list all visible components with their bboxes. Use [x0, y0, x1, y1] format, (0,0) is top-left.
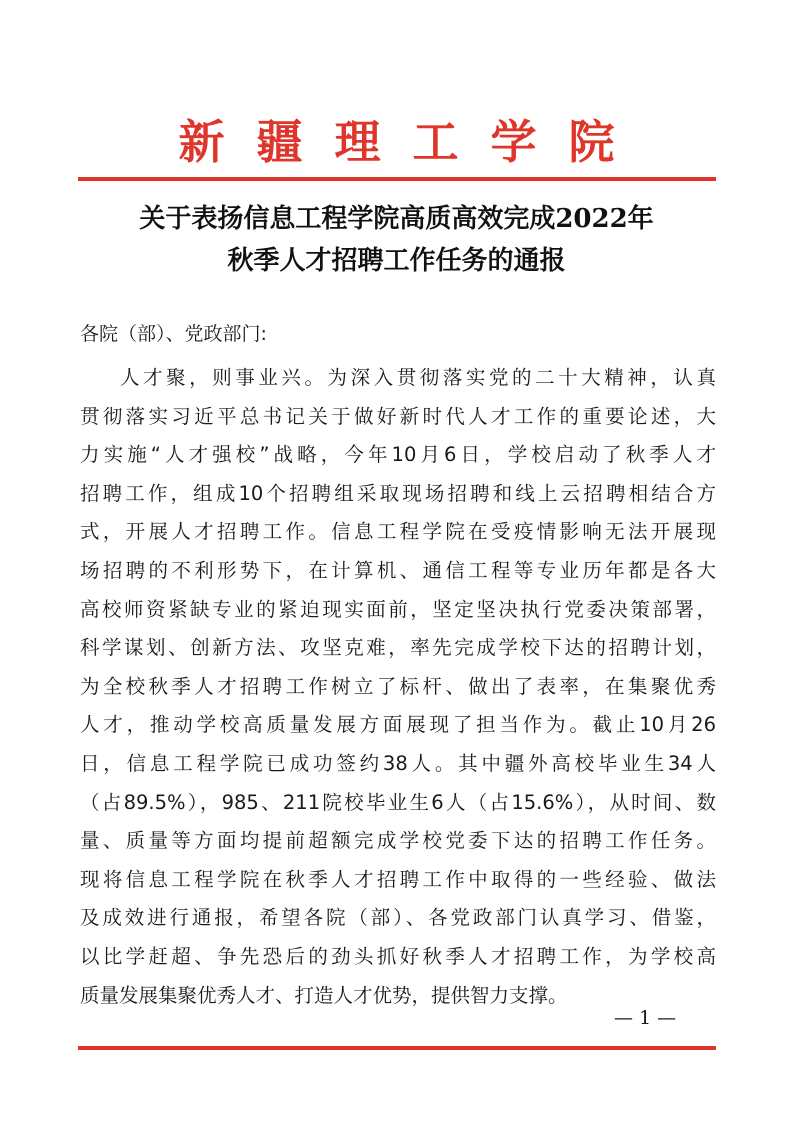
footer-red-rule	[78, 1046, 716, 1050]
body-line: 现将信息工程学院在秋季人才招聘工作中取得的一些经验、做法	[80, 867, 716, 891]
body-line: 量、质量等方面均提前超额完成学校党委下达的招聘工作任务。	[80, 829, 716, 853]
institution-letterhead: 新疆理工学院	[178, 115, 647, 169]
body-line: 力实施“人才强校”战略，今年10月6日，学校启动了秋季人才	[80, 443, 716, 467]
body-line: 人才，推动学校高质量发展方面展现了担当作为。截止10月26	[80, 713, 716, 737]
body-line: 场招聘的不利形势下，在计算机、通信工程等专业历年都是各大	[80, 558, 716, 582]
page-number: — 1 —	[614, 1007, 677, 1029]
body-line: 科学谋划、创新方法、攻坚克难，率先完成学校下达的招聘计划，	[80, 636, 716, 660]
body-line: 式，开展人才招聘工作。信息工程学院在受疫情影响无法开展现	[80, 520, 716, 544]
body-line: 人才聚，则事业兴。为深入贯彻落实党的二十大精神，认真	[120, 366, 716, 389]
body-line: 为全校秋季人才招聘工作树立了标杆、做出了表率，在集聚优秀	[80, 674, 716, 698]
body-line: 及成效进行通报，希望各院（部）、各党政部门认真学习、借鉴，	[80, 906, 716, 930]
body-line: （占89.5%），985、211院校毕业生6人（占15.6%），从时间、数	[80, 790, 716, 814]
body-line: 贯彻落实习近平总书记关于做好新时代人才工作的重要论述，大	[80, 404, 716, 428]
body-line: 日，信息工程学院已成功签约38人。其中疆外高校毕业生34人	[80, 751, 716, 775]
body-line: 质量发展集聚优秀人才、打造人才优势，提供智力支撑。	[80, 983, 568, 1007]
body-line: 招聘工作，组成10个招聘组采取现场招聘和线上云招聘相结合方	[80, 481, 716, 505]
header-red-rule	[78, 177, 716, 181]
body-line: 以比学赶超、争先恐后的劲头抓好秋季人才招聘工作，为学校高	[80, 944, 716, 968]
body-paragraph	[80, 359, 716, 1015]
salutation: 各院（部）、党政部门:	[80, 323, 267, 345]
document-title-line-1: 关于表扬信息工程学院高质高效完成2022年	[139, 204, 654, 234]
document-title-line-2: 秋季人才招聘工作任务的通报	[227, 246, 566, 276]
document-title	[60, 198, 733, 282]
body-line: 高校师资紧缺专业的紧迫现实面前，坚定坚决执行党委决策部署，	[80, 597, 716, 621]
